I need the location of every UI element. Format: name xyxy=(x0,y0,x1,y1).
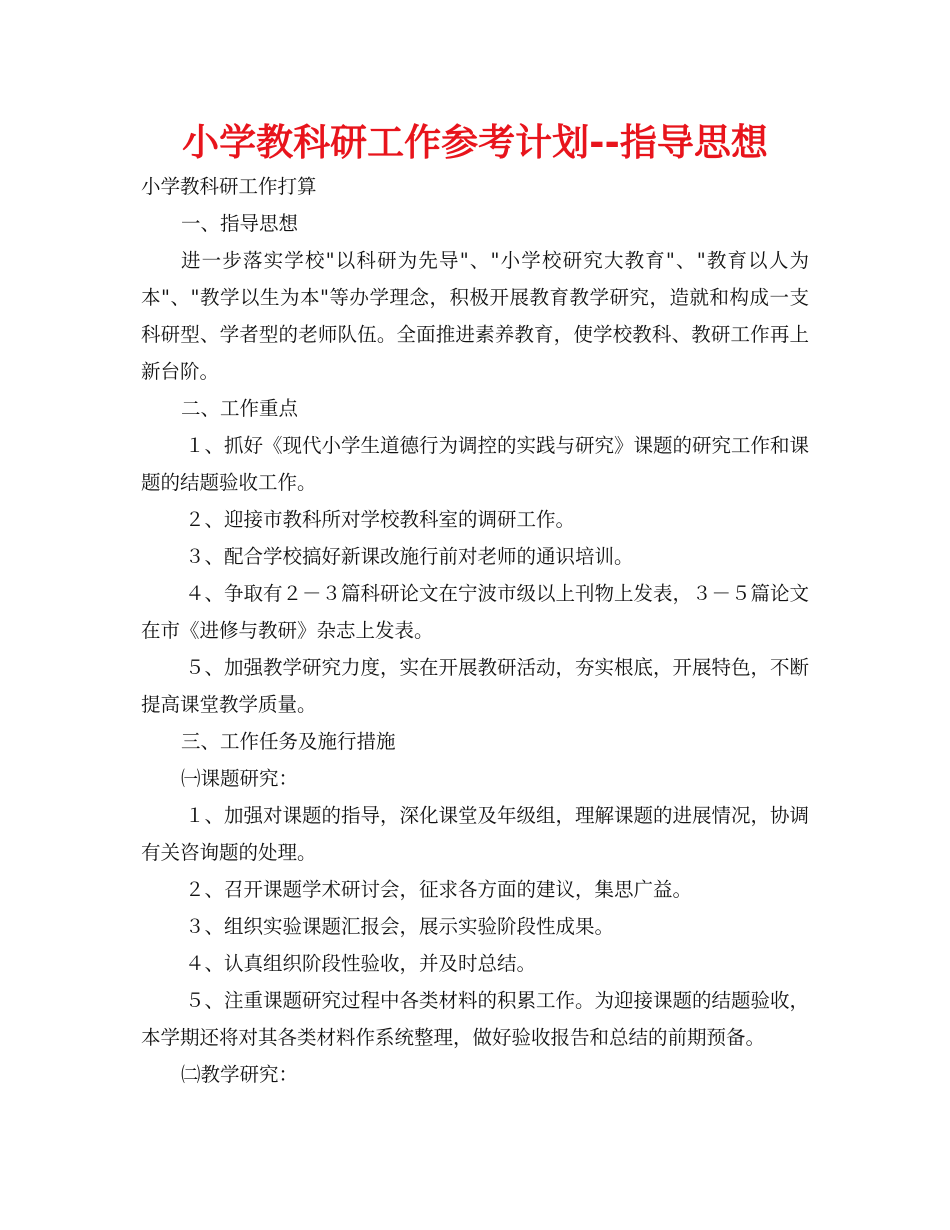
document-body xyxy=(141,168,809,1093)
work-focus-item-3: ３、配合学校搞好新课改施行前对老师的通识培训。 xyxy=(185,545,634,568)
subsection-heading-topic-research: ㈠课题研究： xyxy=(181,767,299,790)
document-subtitle: 小学教科研工作打算 xyxy=(141,175,317,198)
subsection-heading-teaching-research: ㈡教学研究： xyxy=(181,1063,299,1086)
work-focus-item-2: ２、迎接市教科所对学校教科室的调研工作。 xyxy=(185,508,576,531)
work-focus-item-5: ５、加强教学研究力度，实在开展教研活动，夯实根底，开展特色，不断提高课堂教学质量。 xyxy=(141,656,810,716)
section-heading-guiding-ideology: 一、指导思想 xyxy=(181,212,299,235)
topic-research-item-2: ２、召开课题学术研讨会，征求各方面的建议，集思广益。 xyxy=(185,878,693,901)
section-heading-work-focus: 二、工作重点 xyxy=(181,397,299,420)
document-title: 小学教科研工作参考计划--指导思想 xyxy=(182,121,768,164)
paragraph-guiding-ideology: 进一步落实学校"以科研为先导"、"小学校研究大教育"、"教育以人为本"、"教学以生为本"等办学理念，积极开展教育教学研究，造就和构成一支科研型、学者型的老师队伍。全面推进素养教育，使学校教科、教研工作再上新台阶。 xyxy=(141,249,809,383)
topic-research-item-4: ４、认真组织阶段性验收，并及时总结。 xyxy=(185,952,537,975)
section-heading-tasks-measures: 三、工作任务及施行措施 xyxy=(181,730,396,753)
topic-research-item-3: ３、组织实验课题汇报会，展示实验阶段性成果。 xyxy=(185,915,615,938)
work-focus-item-4: ４、争取有２－３篇科研论文在宁波市级以上刊物上发表，３－５篇论文在市《进修与教研》杂志上发表。 xyxy=(141,582,810,642)
topic-research-item-5: ５、注重课题研究过程中各类材料的积累工作。为迎接课题的结题验收，本学期还将对其各类材料作系统整理，做好验收报告和总结的前期预备。 xyxy=(141,989,810,1049)
topic-research-item-1: １、加强对课题的指导，深化课堂及年级组，理解课题的进展情况，协调有关咨询题的处理。 xyxy=(141,804,810,864)
work-focus-item-1: １、抓好《现代小学生道德行为调控的实践与研究》课题的研究工作和课题的结题验收工作。 xyxy=(141,434,810,494)
